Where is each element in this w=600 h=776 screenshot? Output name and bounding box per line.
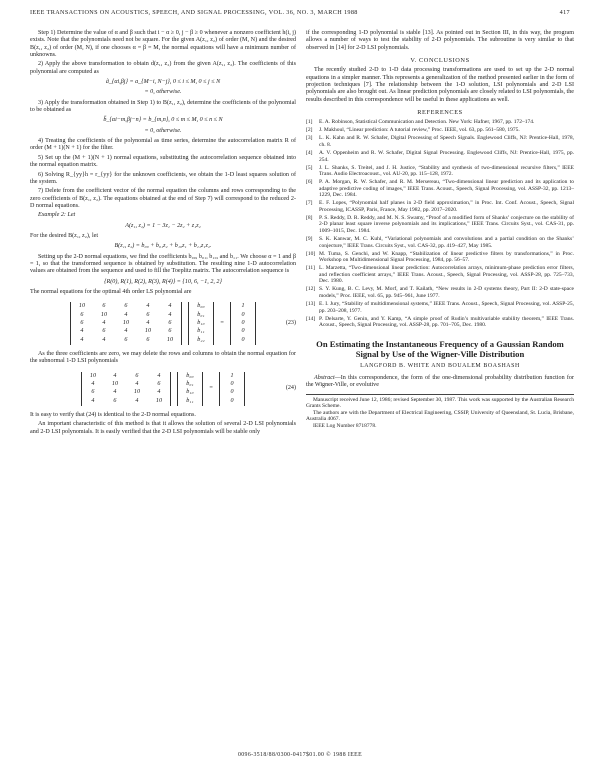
reference-item	[306, 150, 574, 163]
matrix-cell: 4	[91, 381, 95, 388]
reference-number: [14]	[306, 315, 316, 322]
conclusions-paragraph: The recently studied 2-D to 1-D data processing transformations are used to set up the 2-D normal equations in a simpler manner. This represents a generalization of the method presented earlier in the form of projection techniques [7]. The relationship between the 1-D solution, LSI polynomials and 2-D LSI polynomials are also brought out. As linear prediction polynomials are closely related to LSI polynomials, the results described in this correspondence will be useful in these applications as well.	[306, 67, 574, 103]
reduced-matrix	[81, 372, 171, 406]
matrix-cell: b₁₀	[186, 389, 194, 396]
reference-number: [2]	[306, 127, 313, 134]
abstract-label: Abstract	[314, 375, 335, 382]
matrix-cell: 4	[80, 328, 84, 335]
matrix-cell: 6	[113, 397, 117, 404]
matrix-cell: 4	[124, 311, 128, 318]
autocorrelation-sequence: {R(0), R(1), R(2), R(3), R(4)} = {10, 6, −1, 2, 2}	[104, 278, 222, 285]
matrix-cell: 4	[157, 389, 161, 396]
abstract-text: —In this correspondence, the form of the one-dimensional probability distribution function for the Wigner-Ville, or evolutive	[306, 375, 574, 389]
abstract-paragraph	[306, 375, 574, 390]
normal-equation-23	[30, 302, 296, 345]
matrix-cell: 10	[166, 336, 173, 343]
matrix-cell: 1	[241, 303, 245, 310]
reference-number: [1]	[306, 119, 313, 126]
reference-text: P. Delsarte, Y. Genin, and Y. Kamp, “A simple proof of Rudin’s multivariable stability theorem,” IEEE Trans. Acoust., Speech, Signal Processing, vol. ASSP-28, pp. 701–705, Dec. 1980.	[319, 315, 574, 329]
step-5-paragraph: 5) Set up the (M + 1)(N + 1) normal equations, substituting the autocorrelation sequence obtained into the normal equation matrix.	[30, 154, 296, 169]
article-authors: LANGFORD B. WHITE AND BOUALEM BOASHASH	[360, 362, 520, 369]
matrix-cell: 10	[78, 303, 85, 310]
reference-number: [11]	[306, 265, 315, 272]
page-number: 417	[559, 9, 570, 16]
equation-number: (24)	[285, 385, 296, 392]
matrix-cell: 6	[146, 336, 150, 343]
equation-polynomial-b: B(z₁, z₂) = b₀₀ + b₀₁z₂ + b₁₀z₁ + b₁₁z₁z₂.	[114, 243, 212, 250]
matrix-cell: 0	[241, 320, 245, 326]
delete-rows-paragraph: As the three coefficients are zero, we may delete the rows and columns to obtain the normal equation for the subnormal 1-D LSI polynomials	[30, 351, 296, 365]
reference-text: E. F. Lopes, “Polynomial half planes in 2-D field approximation,” in Proc. Int. Conf. Acoust., Speech, Signal Processing, ICASSP, Paris, France, May 1982, pp. 2017–2020.	[319, 200, 574, 213]
reference-text: L. Marzetta, “Two-dimensional linear prediction: Autocorrelation arrays, minimum-phase prediction error filters, and reflection coefficient arrays,” IEEE Trans. Acoust., Speech, Signal Processing, vol. ASSP-28, pp. 725–733, Dec. 1980.	[319, 265, 574, 285]
equation-polynomial-a: A(z₁, z₂) = 1 − 3z₁ − 2z₂ + z₁z₂	[125, 222, 201, 229]
reference-item	[306, 316, 574, 329]
equals-sign: =	[219, 320, 225, 326]
matrix-cell: 6	[124, 303, 128, 310]
desired-b-paragraph: For the desired B(z₁, z₂), let	[30, 232, 99, 239]
matrix-cell: 6	[80, 311, 84, 318]
right-column	[306, 30, 574, 429]
matrix-cell: 4	[80, 336, 84, 343]
matrix-cell: b₀₁	[197, 311, 205, 318]
matrix-cell: 4	[102, 320, 106, 326]
copyright-footer: 0096-3518/88/0300-0417$01.00 © 1988 IEEE	[237, 752, 363, 758]
setup-paragraph: Setting up the 2-D normal equations, we find the coefficients b₀₀, b₀₁, b₁₀, and b₁₁. We choose α = 1 and β = 1, so that the transformed sequence is obtained by substitution. The resulting nine 1-D autocorrelation values are obtained from the sequence and used to fill the Toeplitz matrix. The autocorrelation sequence is	[30, 253, 296, 275]
matrix-cell: 4	[168, 311, 172, 318]
matrix-cell: 6	[168, 328, 172, 335]
matrix-cell: 10	[100, 311, 107, 318]
matrix-cell: 6	[124, 336, 128, 343]
matrix-cell: 4	[91, 397, 95, 404]
left-column	[30, 30, 296, 438]
reference-number: [8]	[306, 214, 313, 221]
coefficient-vector	[188, 302, 214, 345]
matrix-cell: b₀₀	[186, 372, 194, 379]
step-4-paragraph: 4) Treating the coefficients of the polynomial as time series, determine the autocorrelation matrix R of order (M + 1)(N + 1) for the filter.	[30, 138, 296, 152]
normal-equation-24	[30, 372, 296, 406]
step-3-paragraph: 3) Apply the transformation obtained in Step 1) to B(z₁, z₂), determine the coefficients of the polynomial to be obtained as	[30, 99, 296, 114]
equals-sign: =	[208, 385, 214, 392]
footnote-affiliation: The authors are with the Department of Electrical Engineering, CSSIP, University of Queensland, St. Lucia, Brisbane, Australia 4067.	[306, 409, 574, 423]
reference-item	[306, 286, 574, 299]
reference-item	[306, 127, 574, 134]
verify-paragraph: It is easy to verify that (24) is identical to the 2-D normal equations.	[30, 412, 196, 419]
matrix-cell: 6	[157, 381, 161, 388]
matrix-cell: b₁₁	[197, 328, 205, 335]
reference-item	[306, 119, 574, 126]
matrix-cell: 10	[155, 397, 162, 404]
matrix-cell: 6	[102, 328, 106, 335]
reference-text: S. Y. Kung, B. C. Levy, M. Morf, and T. Kailath, “New results in 2-D systems theory, Part II: 2-D state-space models,” Proc. IEEE, vol. 65, pp. 945–961, June 1977.	[319, 286, 574, 299]
matrix-cell: 1	[230, 372, 234, 379]
matrix-cell: 10	[144, 328, 151, 335]
reference-number: [9]	[306, 236, 313, 243]
reference-item	[306, 165, 574, 178]
matrix-cell: 4	[113, 389, 117, 396]
section-title: V. CONCLUSIONS	[410, 57, 470, 65]
matrix-cell: 0	[230, 397, 234, 404]
matrix-cell: 6	[135, 372, 139, 379]
reduced-coefficient-vector	[177, 372, 203, 406]
running-title: IEEE TRANSACTIONS ON ACOUSTICS, SPEECH, AND SIGNAL PROCESSING, VOL. 36, NO. 3, MARCH 1988	[30, 9, 358, 16]
equation-transform-a-otherwise: = 0, otherwise.	[144, 89, 182, 96]
reduced-rhs-vector	[219, 372, 245, 406]
reference-number: [5]	[306, 164, 313, 171]
step-7-paragraph: 7) Delete from the coefficient vector of the normal equation the columns and rows corresponding to the zero coefficients of B(z₁, z₂). The equations obtained at the end of Step 7) will correspond to the reduced 2-D normal equations.	[30, 188, 296, 209]
matrix-cell: 6	[168, 320, 172, 326]
matrix-cell: 4	[146, 320, 150, 326]
matrix-cell: 6	[80, 320, 84, 326]
matrix-cell: 4	[124, 328, 128, 335]
step-1-paragraph: Step 1) Determine the value of α and β such that i − α ≥ 0, j − β ≥ 0 whenever a nonzero coefficient h(i, j) exists. Note that the polynomials need not be square. For the given A(z₁, z₂) of order (M, N) and the desired B(z₁, z₂) of order (M, N), if one chooses α = β = M, the normal equations will have a minimum number of unknowns.	[30, 30, 296, 59]
reference-text: E. I. Jury, “Stability of multidimensional systems,” IEEE Trans. Acoust., Speech, Signal Processing, vol. ASSP-25, pp. 203–208, 1977.	[319, 300, 574, 314]
reference-item	[306, 135, 574, 148]
reference-item	[306, 215, 574, 235]
reference-number: [6]	[306, 179, 313, 186]
step-2-paragraph: 2) Apply the above transformation to obtain d(z₁, z₂) from the given A(z₁, z₂). The coefficients of this polynomial are computed as	[30, 61, 296, 75]
matrix-cell: 10	[133, 389, 140, 396]
matrix-cell: b₁₀	[197, 320, 205, 326]
reference-item	[306, 236, 574, 249]
matrix-cell: 4	[135, 381, 139, 388]
running-header	[30, 9, 570, 21]
normal-equations-intro: The normal equations for the optimal 4th order LS polynomial are	[30, 288, 192, 295]
reference-number: [7]	[306, 200, 313, 207]
autocorrelation-matrix	[70, 302, 182, 345]
references-title: REFERENCES	[417, 109, 463, 117]
reference-number: [13]	[306, 300, 316, 307]
reference-text: P. S. Reddy, D. R. Reddy, and M. N. S. Swamy, “Proof of a modified form of Shanks’ conjecture on the stability of 2-D planar least square inverse polynomials and its implications,” IEEE Trans. Circuits Syst., vol. CAS-31, pp. 1009–1015, Dec. 1984.	[319, 214, 574, 235]
example-label: Example 2: Let	[38, 212, 76, 219]
reference-text: P. A. Morgan, R. W. Schafer, and R. M. Mersereau, “Two-dimensional linear prediction and its application to adaptive predictive coding of images,” IEEE Trans. Acoust., Speech, Signal Processing, vol. ASSP-32, pp. 1213–1229, Dec. 1984.	[319, 179, 574, 199]
footnote-log-number: IEEE Log Number 8718778.	[313, 422, 377, 429]
equation-transform-b: b̃_{αi−m,βj−n} = b_{m,n}, 0 ≤ m ≤ M, 0 ≤ n ≤ N	[103, 117, 223, 124]
reference-text: J. Makhoul, “Linear prediction: A tutorial review,” Proc. IEEE, vol. 63, pp. 561–580, 1975.	[319, 127, 520, 134]
matrix-cell: 10	[122, 320, 129, 326]
reference-text: J. L. Shanks, S. Treitel, and J. H. Justice, “Stability and synthesis of two-dimensional recursive filters,” IEEE Trans. Audio Electroacoust., vol. AU-20, pp. 115–128, 1972.	[319, 164, 574, 178]
matrix-cell: 4	[113, 372, 117, 379]
matrix-cell: b₀₀	[197, 303, 205, 310]
reference-text: M. Tuma, S. Genchi, and W. Knapp, “Stabilization of linear predictive filters by transformations,” in Proc. Workshop on Multidimensional Signal Processing, 1984, pp. 56–57.	[319, 250, 574, 264]
matrix-cell: 4	[168, 303, 172, 310]
footnote-manuscript: Manuscript received June 12, 1986; revised September 30, 1987. This work was supported by the Australian Research Grants Scheme.	[306, 396, 574, 410]
rhs-vector	[230, 302, 256, 345]
continued-paragraph: if the corresponding 1-D polynomial is stable [13]. As pointed out in Section III, in this way, the program allows a number of ways to test the stability of 2-D polynomials. The subroutine is very similar to that observed in [14] for 2-D LSI polynomials.	[306, 30, 574, 51]
reference-text: S. K. Kanwar, M. C. Kuhl, “Variational polynomials and convolutions and a partial condition on the Shanks’ conjecture,” IEEE Trans. Circuits Syst., vol. CAS-32, pp. 419–427, May 1985.	[319, 236, 574, 249]
equation-transform-b-otherwise: = 0, otherwise.	[144, 127, 182, 134]
reference-list	[306, 119, 574, 328]
matrix-cell: b₁₁	[186, 397, 194, 404]
matrix-cell: 0	[230, 381, 234, 388]
reference-number: [12]	[306, 286, 316, 293]
matrix-cell: b₂₂	[197, 336, 205, 343]
matrix-cell: 0	[230, 389, 234, 396]
matrix-cell: 10	[89, 372, 96, 379]
equation-transform-a: ã_{αi,βj} = a_{M−i, N−j}, 0 ≤ i ≤ M, 0 ≤ j ≤ N	[105, 79, 221, 86]
reference-item	[306, 200, 574, 213]
matrix-cell: 4	[146, 303, 150, 310]
matrix-cell: 4	[102, 336, 106, 343]
reference-number: [3]	[306, 135, 313, 142]
matrix-cell: 0	[241, 328, 245, 335]
matrix-cell: b₀₁	[186, 381, 194, 388]
matrix-cell: 10	[111, 381, 118, 388]
reference-item	[306, 251, 574, 264]
step-6-paragraph: 6) Solving R_{yy}h = r_{yy} for the unknown coefficients, we obtain the 1-D least squares solution of the system.	[30, 171, 296, 185]
matrix-cell: 6	[91, 389, 95, 396]
reference-item	[306, 301, 574, 314]
matrix-cell: 4	[135, 397, 139, 404]
reference-text: L. K. Kahn and R. W. Schafer, Digital Processing of Speech Signals. Englewood Cliffs, NJ: Prentice-Hall, 1978, ch. 8.	[319, 135, 574, 148]
reference-number: [4]	[306, 149, 313, 156]
reference-number: [10]	[306, 250, 316, 257]
characteristic-paragraph: An important characteristic of this method is that it allows the solution of several 2-D LSI polynomials and 2-D LSI polynomials. It is easily verified that the 2-D LSI polynomials will be stable only	[30, 421, 296, 435]
reference-item	[306, 179, 574, 199]
matrix-cell: 6	[146, 311, 150, 318]
matrix-cell: 0	[241, 336, 245, 343]
article-title: On Estimating the Instantaneous Frequency of a Gaussian Random Signal by Use of the Wigner-Ville Distribution	[316, 338, 564, 359]
equation-number: (23)	[285, 320, 296, 326]
footnote-block	[306, 394, 574, 430]
reference-text: A. V. Oppenheim and R. W. Schafer, Digital Signal Processing. Englewood Cliffs, NJ: Prentice-Hall, 1975, pp. 254.	[319, 149, 574, 163]
reference-text: E. A. Robinson, Statistical Communication and Detection. New York: Hafner, 1967, pp. 172–174.	[319, 119, 535, 126]
reference-item	[306, 265, 574, 285]
matrix-cell: 4	[157, 372, 161, 379]
matrix-cell: 0	[241, 311, 245, 318]
matrix-cell: 6	[102, 303, 106, 310]
